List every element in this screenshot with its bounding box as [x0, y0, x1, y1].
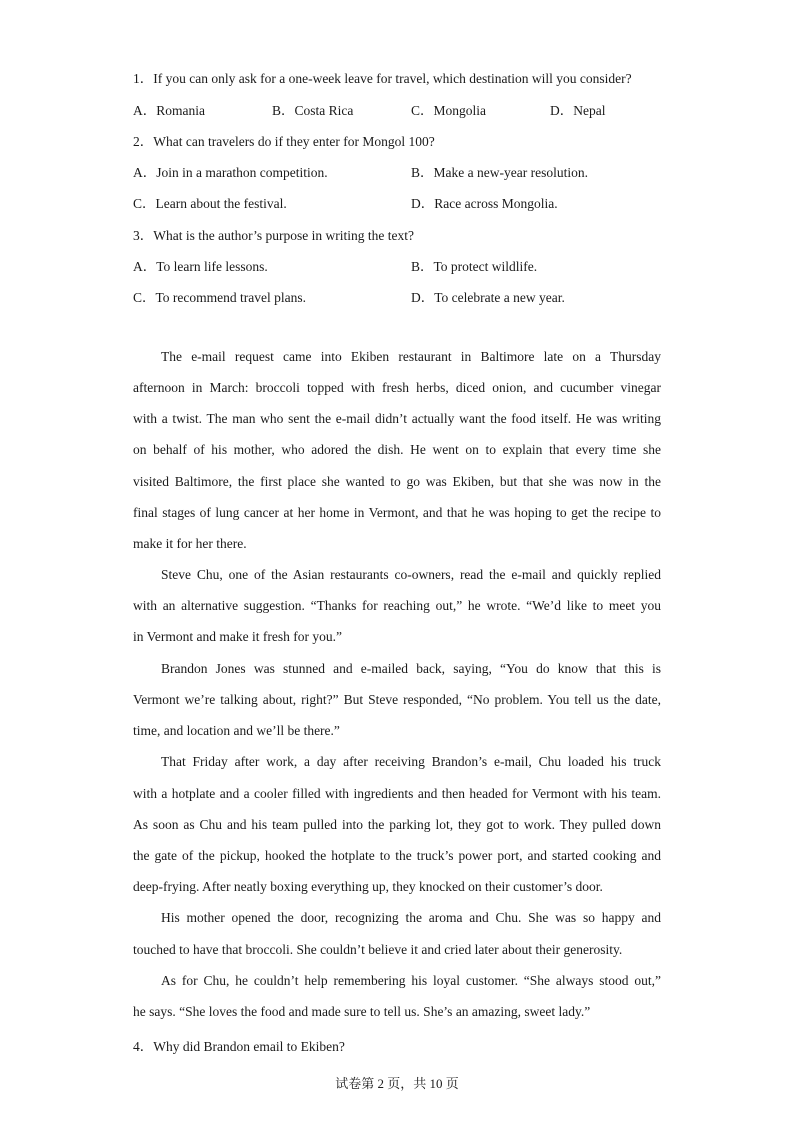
passage-p1-line: make it for her there. — [133, 536, 247, 551]
passage-p3-line: Vermont we’re talking about, right?” But Steve responded, “No problem. You tell us the date, — [133, 692, 661, 707]
passage-p4-line: As soon as Chu and his team pulled into the parking lot, they got to work. They pulled down — [133, 817, 661, 832]
passage-p2-line: Steve Chu, one of the Asian restaurants co-owners, read the e-mail and quickly replied — [161, 567, 661, 582]
question-2-option-c: C．Learn about the festival. — [133, 196, 287, 211]
page-footer: 试卷第 2 页，共 10 页 — [335, 1076, 459, 1091]
passage-p4-line: the gate of the pickup, hooked the hotplate to the truck’s power port, and started cooking and — [133, 848, 661, 863]
question-2-stem: 2．What can travelers do if they enter for Mongol 100? — [133, 134, 435, 149]
passage-p2-line: with an alternative suggestion. “Thanks for reaching out,” he wrote. “We’d like to meet you — [133, 598, 661, 613]
passage-p4-line: That Friday after work, a day after receiving Brandon’s e-mail, Chu loaded his truck — [161, 754, 661, 769]
passage-p1-line: final stages of lung cancer at her home in Vermont, and that he was hoping to get the recipe to — [133, 505, 661, 520]
passage-p6-line: he says. “She loves the food and made sure to tell us. She’s an amazing, sweet lady.” — [133, 1004, 591, 1019]
passage-p1-line: on behalf of his mother, who adored the dish. He went on to explain that every time she — [133, 442, 661, 457]
passage-p6-line: As for Chu, he couldn’t help remembering his loyal customer. “She always stood out,” — [161, 973, 661, 988]
passage-p2-line: in Vermont and make it fresh for you.” — [133, 629, 342, 644]
passage-p1-line: afternoon in March: broccoli topped with fresh herbs, diced onion, and cucumber vinegar — [133, 380, 661, 395]
passage-p3-line: time, and location and we’ll be there.” — [133, 723, 340, 738]
passage-p1-line: The e-mail request came into Ekiben restaurant in Baltimore late on a Thursday — [161, 349, 661, 364]
question-4-stem: 4．Why did Brandon email to Ekiben? — [133, 1039, 345, 1054]
question-3-option-c: C．To recommend travel plans. — [133, 290, 307, 305]
question-1-option-b: B．Costa Rica — [272, 103, 354, 118]
passage-p1-line: visited Baltimore, the first place she wanted to go was Ekiben, but that she was now in the — [133, 474, 661, 489]
question-3-stem: 3．What is the author’s purpose in writing the text? — [133, 228, 414, 243]
question-2-option-d: D．Race across Mongolia. — [411, 196, 558, 211]
passage-p1-line: with a twist. The man who sent the e-mail didn’t actually want the food itself. He was writing — [133, 411, 661, 426]
passage-p4-line: with a hotplate and a cooler filled with ingredients and then headed for Vermont with his team. — [133, 786, 661, 801]
passage-p5-line: touched to have that broccoli. She couldn’t believe it and cried later about their generosity. — [133, 942, 623, 957]
passage-p5-line: His mother opened the door, recognizing the aroma and Chu. She was so happy and — [161, 910, 661, 925]
question-2-option-b: B．Make a new-year resolution. — [411, 165, 588, 180]
question-1-option-c: C．Mongolia — [411, 103, 487, 118]
question-1-option-a: A．Romania — [133, 103, 205, 118]
question-3-option-a: A．To learn life lessons. — [133, 259, 268, 274]
question-2-option-a: A．Join in a marathon competition. — [133, 165, 328, 180]
question-3-option-d: D．To celebrate a new year. — [411, 290, 565, 305]
passage-p4-line: deep-frying. After neatly boxing everything up, they knocked on their customer’s door. — [133, 879, 603, 894]
passage-p3-line: Brandon Jones was stunned and e-mailed back, saying, “You do know that this is — [161, 661, 661, 676]
question-3-option-b: B．To protect wildlife. — [411, 259, 538, 274]
question-1-option-d: D．Nepal — [550, 103, 606, 118]
question-1-stem: 1．If you can only ask for a one-week leave for travel, which destination will you consider? — [133, 71, 632, 86]
